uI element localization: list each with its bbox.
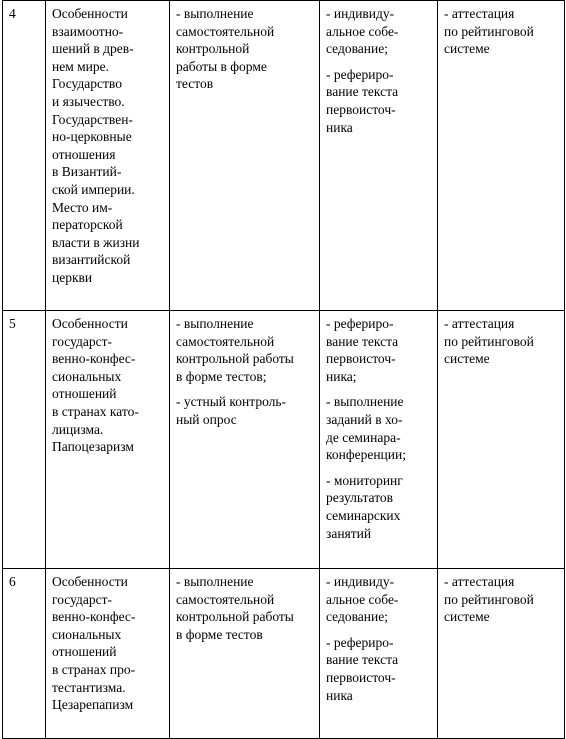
table-row xyxy=(3,1,565,311)
attestation-item: - аттестация по рейтинговой системе xyxy=(444,6,534,57)
independent-work-cell xyxy=(170,1,320,311)
attestation-item: - аттестация по рейтинговой системе xyxy=(444,574,534,625)
independent-work-cell xyxy=(170,311,320,569)
control-form-item: - индивиду- альное собе- седование; xyxy=(326,6,399,57)
control-forms-cell xyxy=(320,569,438,739)
work-item: - выполнение самостоятельной контрольной работы в форме тестов xyxy=(176,574,294,642)
work-item: - устный контроль- ный опрос xyxy=(176,394,287,427)
topic-cell xyxy=(46,311,170,569)
topic-text: Особенности взаимоотно- шений в древ- нем мире. Государство и язычество. Государствен- но-церковные отношения в Византий- ской империи. Место им- ператорской власти в жизни византийской церкви xyxy=(52,6,140,285)
course-plan-table xyxy=(2,0,565,739)
row-number-cell xyxy=(3,311,46,569)
topic-cell xyxy=(46,1,170,311)
control-form-item: - рефериро- вание текста первоисточ- ника xyxy=(326,634,399,703)
work-item: - выполнение самостоятельной контрольной работы в форме тестов; xyxy=(176,316,294,384)
control-form-item: - индивиду- альное собе- седование; xyxy=(326,574,399,625)
table-row xyxy=(3,569,565,739)
row-number-cell xyxy=(3,569,46,739)
topic-text: Особенности государст- венно-конфес- сиональных отношений в странах про- тестантизма. Цезарепапизм xyxy=(52,574,136,713)
work-item: - выполнение самостоятельной контрольной работы в форме тестов xyxy=(176,6,275,92)
table-row xyxy=(3,311,565,569)
control-forms-cell xyxy=(320,311,438,569)
row-number-cell xyxy=(3,1,46,311)
control-form-item: - выполнение заданий в хо- де семинара- конференции; xyxy=(326,394,406,463)
attestation-cell xyxy=(438,569,565,739)
independent-work-cell xyxy=(170,569,320,739)
control-form-item: - мониторинг результатов семинарских занятий xyxy=(326,472,403,541)
attestation-cell xyxy=(438,1,565,311)
topic-cell xyxy=(46,569,170,739)
row-number: 5 xyxy=(9,316,16,331)
row-number: 4 xyxy=(9,6,16,21)
control-forms-cell xyxy=(320,1,438,311)
control-form-item: - рефериро- вание текста первоисточ- ника xyxy=(326,66,399,135)
control-form-item: - рефериро- вание текста первоисточ- ника; xyxy=(326,316,399,384)
attestation-item: - аттестация по рейтинговой системе xyxy=(444,316,534,367)
row-number: 6 xyxy=(9,574,16,589)
attestation-cell xyxy=(438,311,565,569)
topic-text: Особенности государст- венно-конфес- сиональных отношений в странах като- лицизма. Папоцезаризм xyxy=(52,316,139,455)
